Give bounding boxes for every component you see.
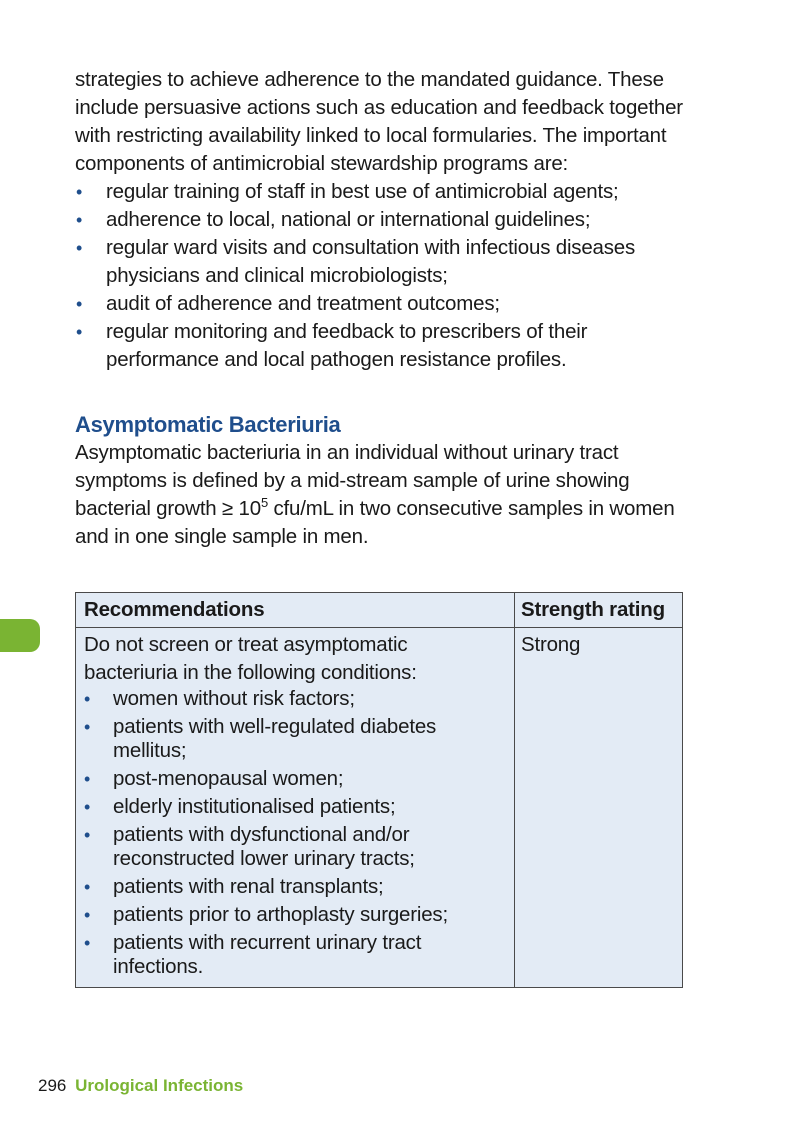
list-item: • regular training of staff in best use of antimicrobial agents; bbox=[75, 178, 685, 206]
bullet-icon: • bbox=[84, 933, 91, 953]
intro-paragraph: strategies to achieve adherence to the mandated guidance. These include persuasive actions such as education and feedback together with restricting availability linked to local formularies. The important components of antimicrobial stewardship programs are: bbox=[75, 68, 683, 175]
recommendation-intro: Do not screen or treat asymptomatic bacteriuria in the following conditions: bbox=[84, 633, 417, 684]
list-item: • audit of adherence and treatment outcomes; bbox=[75, 290, 685, 318]
list-item: • patients with well-regulated diabetes mellitus; bbox=[84, 715, 437, 762]
bullet-icon: • bbox=[84, 689, 91, 709]
list-item: • patients prior to arthoplasty surgeries; bbox=[84, 903, 448, 926]
bullet-icon: • bbox=[84, 905, 91, 925]
page-body bbox=[75, 66, 685, 551]
conditions-list bbox=[84, 687, 506, 979]
recommendations-table bbox=[75, 592, 683, 988]
bullet-icon: • bbox=[76, 210, 83, 230]
list-item: • patients with dysfunctional and/or reconstructed lower urinary tracts; bbox=[84, 823, 415, 870]
list-item: • regular ward visits and consultation with infectious diseases physicians and clinical microbiologists; bbox=[76, 236, 636, 287]
bullet-icon: • bbox=[84, 877, 91, 897]
table-row bbox=[76, 628, 683, 988]
definition-paragraph: Asymptomatic bacteriuria in an individual without urinary tract symptoms is defined by a mid-stream sample of urine showing bacterial growth ≥ $10^5$ cfu/mL in two consecutive samples in women and in one single sample in men. bbox=[75, 441, 675, 548]
bullet-icon: • bbox=[76, 322, 83, 342]
list-item: • patients with renal transplants; bbox=[84, 875, 384, 898]
exponent: 5 bbox=[260, 495, 268, 511]
section-heading: Asymptomatic Bacteriuria bbox=[75, 412, 341, 437]
column-header-recommendations: Recommendations bbox=[76, 593, 515, 628]
recommendation-cell bbox=[76, 628, 515, 988]
list-item: • regular monitoring and feedback to prescribers of their performance and local pathogen resistance profiles. bbox=[76, 320, 588, 371]
stewardship-components-list bbox=[75, 178, 685, 374]
chapter-title: Urological Infections bbox=[75, 1076, 244, 1095]
list-item: • patients with recurrent urinary tract infections. bbox=[84, 931, 422, 978]
bullet-icon: • bbox=[76, 182, 83, 202]
list-item: • adherence to local, national or international guidelines; bbox=[75, 206, 685, 234]
page-footer bbox=[38, 1075, 243, 1097]
page-number: 296 bbox=[38, 1076, 67, 1095]
chapter-tab-marker bbox=[0, 619, 40, 652]
bullet-icon: • bbox=[84, 717, 91, 737]
list-item: • elderly institutionalised patients; bbox=[84, 795, 396, 818]
bullet-icon: • bbox=[76, 238, 83, 258]
bullet-icon: • bbox=[84, 825, 91, 845]
strength-rating-cell: Strong bbox=[515, 628, 683, 988]
bullet-icon: • bbox=[84, 797, 91, 817]
column-header-strength: Strength rating bbox=[515, 593, 683, 628]
list-item: • post-menopausal women; bbox=[84, 767, 344, 790]
bullet-icon: • bbox=[84, 769, 91, 789]
bullet-icon: • bbox=[76, 294, 83, 314]
list-item: • women without risk factors; bbox=[84, 687, 355, 710]
table-header-row bbox=[76, 593, 683, 628]
